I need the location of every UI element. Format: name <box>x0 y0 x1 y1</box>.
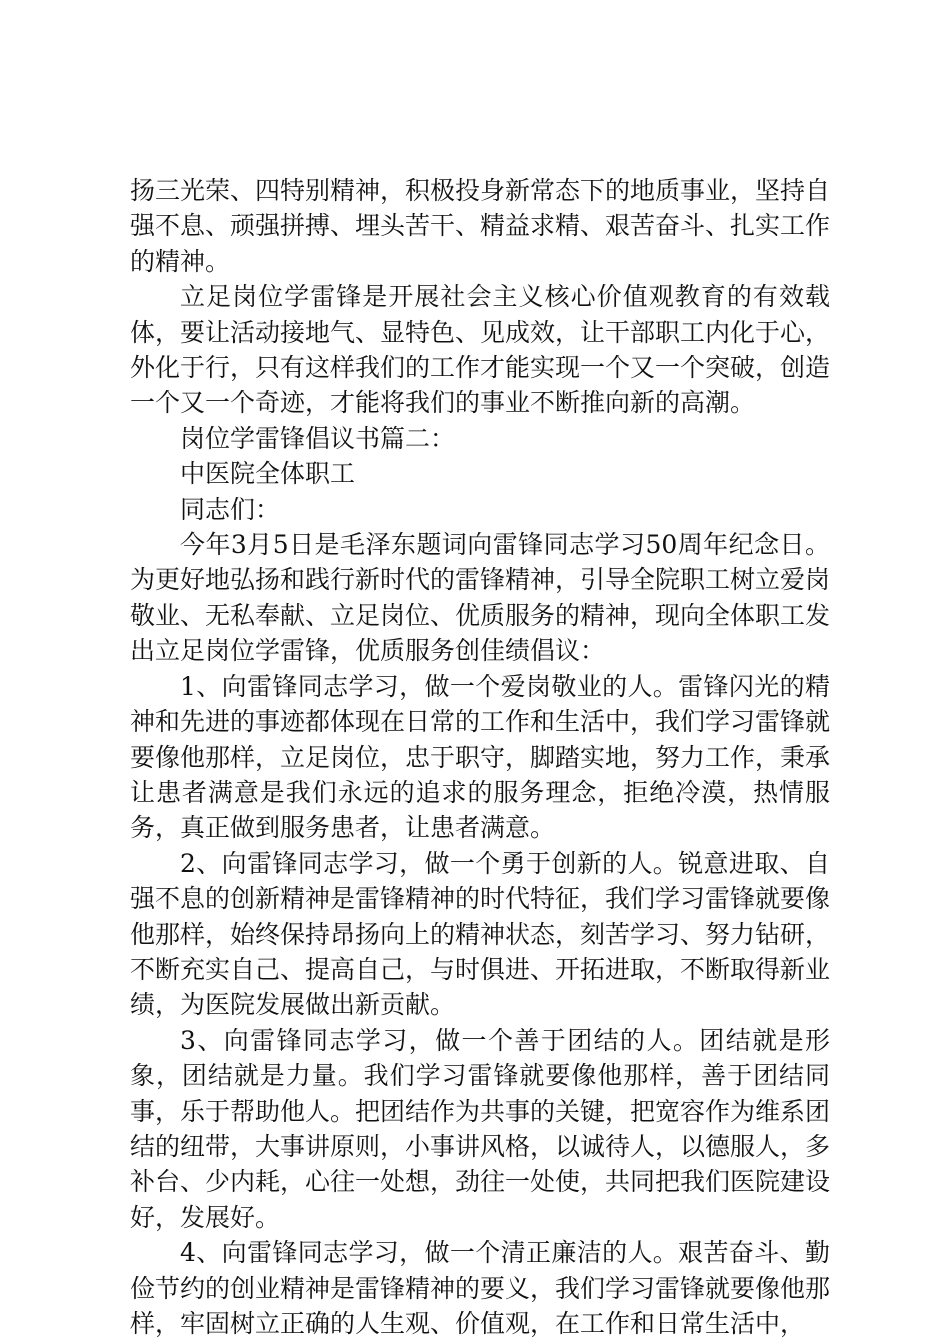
paragraph-item-2: 2、向雷锋同志学习，做一个勇于创新的人。锐意进取、自强不息的创新精神是雷锋精神的时代特征，我们学习雷锋就要像他那样，始终保持昂扬向上的精神状态，刻苦学习、努力钻研，不断充实自己、提高自己，与时俱进、开拓进取，不断取得新业绩，为医院发展做出新贡献。 <box>130 848 831 1020</box>
paragraph-intro: 今年3月5日是毛泽东题词向雷锋同志学习50周年纪念日。为更好地弘扬和践行新时代的雷锋精神，引导全院职工树立爱岗敬业、无私奉献、立足岗位、优质服务的精神，现向全体职工发出立足岗位学雷锋，优质服务创佳绩倡议： <box>130 530 831 666</box>
paragraph-item-1: 1、向雷锋同志学习，做一个爱岗敬业的人。雷锋闪光的精神和先进的事迹都体现在日常的工作和生活中，我们学习雷锋就要像他那样，立足岗位，忠于职守，脚踏实地，努力工作，秉承让患者满意是我们永远的追求的服务理念，拒绝冷漠，热情服务，真正做到服务患者，让患者满意。 <box>130 671 831 843</box>
paragraph-1: 扬三光荣、四特别精神，积极投身新常态下的地质事业，坚持自强不息、顽强拼搏、埋头苦干、精益求精、艰苦奋斗、扎实工作的精神。 <box>130 176 831 276</box>
paragraph-item-3: 3、向雷锋同志学习，做一个善于团结的人。团结就是形象，团结就是力量。我们学习雷锋就要像他那样，善于团结同事，乐于帮助他人。把团结作为共事的关键，把宽容作为维系团结的纽带，大事讲原则，小事讲风格，以诚待人，以德服人，多补台、少内耗，心往一处想，劲往一处使，共同把我们医院建设好，发展好。 <box>130 1025 831 1232</box>
paragraph-item-4: 4、向雷锋同志学习，做一个清正廉洁的人。艰苦奋斗、勤俭节约的创业精神是雷锋精神的要义，我们学习雷锋就要像他那样，牢固树立正确的人生观、价值观，在工作和日常生活中， <box>130 1238 831 1338</box>
document-body <box>130 173 830 1341</box>
salutation: 同志们： <box>180 494 281 524</box>
paragraph-2: 立足岗位学雷锋是开展社会主义核心价值观教育的有效载体，要让活动接地气、显特色、见成效，让干部职工内化于心，外化于行，只有这样我们的工作才能实现一个又一个突破，创造一个又一个奇迹，才能将我们的事业不断推向新的高潮。 <box>130 282 831 418</box>
addressee: 中医院全体职工 <box>180 459 356 489</box>
section-heading: 岗位学雷锋倡议书篇二： <box>180 423 456 453</box>
